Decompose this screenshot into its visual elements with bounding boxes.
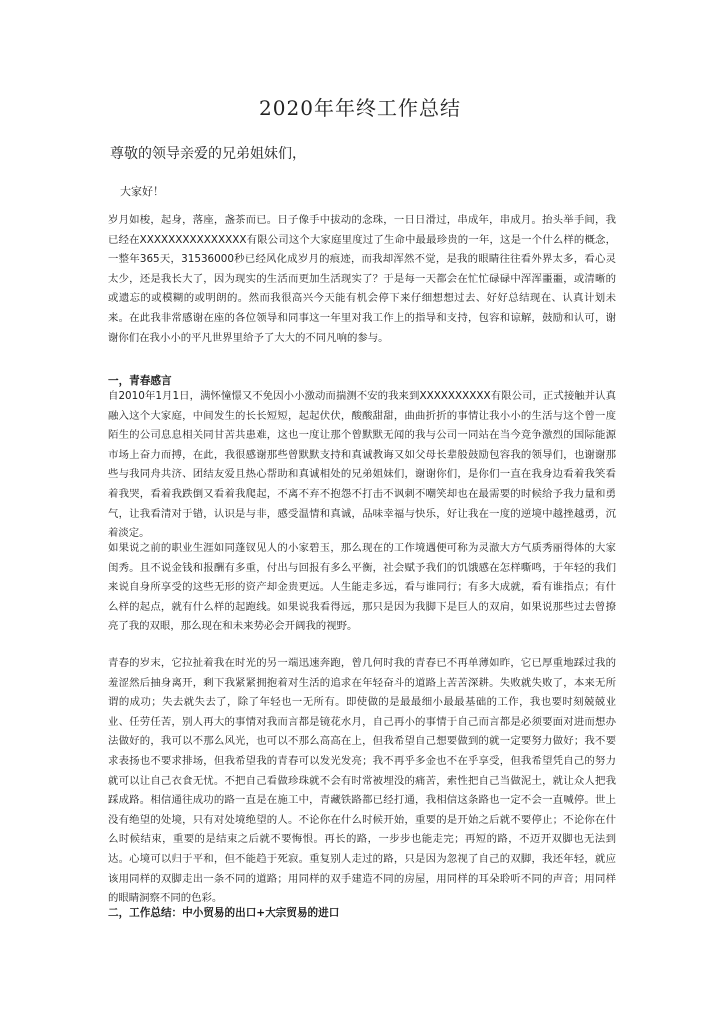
section-2-heading: 二，工作总结：中小贸易的出口+大宗贸易的进口 [108,907,340,919]
section-1-paragraph-3: 青春的岁末，它拉扯着我在时光的另一端迅速奔跑，曾几何时我的青春已不再单薄如昨，它已厚重地踩过我的羞涩然后抽身离开，剩下我紧紧拥抱着对生活的追求在年轻奋斗的道路上苦苦深耕。失败就失败了，本来无所谓的成功；失去就失去了，除了年轻也一无所有。即使做的是最最细小最最基础的工作，我也要时刻兢兢业业、任劳任苦，别人再大的事情对我而言都是镜花水月，自己再小的事情于自己而言都是必须要面对进而想办法做好的，我可以不那么风光，也可以不那么高高在上，但我希望自己想要做到的就一定要努力做好；我不要求表扬也不要求排场，但我希望我的青春可以发光发亮；我不再乎多金也不在乎享受，但我希望凭自己的努力就可以让自己衣食无忧。不把自己看做珍珠就不会有时常被埋没的痛苦，索性把自己当做泥土，就让众人把我踩成路。相信通往成功的路一直是在施工中，青藏铁路都已经打通，我相信这条路也一定不会一直喊停。世上没有绝望的处境，只有对处境绝望的人。不论你在什么时候开始，重要的是开始之后就不要停止；不论你在什么时候结束，重要的是结束之后就不要悔恨。再长的路，一步步也能走完；再短的路，不迈开双脚也无法到达。心境可以归于平和，但不能趋于死寂。重复别人走过的路，只是因为忽视了自己的双脚，我还年轻，就应该用同样的双脚走出一条不同的道路；用同样的双手建造不同的房屋，用同样的耳朵聆听不同的声音；用同样的眼睛洞察不同的色彩。 [108,657,616,905]
greeting: 大家好！ [120,185,164,198]
section-1-heading: 一，青春感言 [108,375,172,387]
section-1-paragraph-2: 如果说之前的职业生涯如同蓬钗见人的小家碧玉，那么现在的工作境遇便可称为灵澈大方气质秀丽得体的大家闺秀。且不说金钱和报酬有多重，付出与回报有多么平衡，社会赋予我们的饥饿感在怎样嘶鸣，于年轻的我们来说自身所享受的这些无形的资产却金贵更远。人生能走多远，看与谁同行；有多大成就，看有谁指点；有什么样的起点，就有什么样的起跑线。如果说我看得远，那只是因为我脚下是巨人的双肩，如果说那些过去曾撩亮了我的双眼，那么现在和未来势必会开阔我的视野。 [108,542,616,633]
section-1-paragraph-1: 自2010年1月1日，满怀憧憬又不免因小小激动而揣测不安的我来到XXXXXXXXXX有限公司，正式接触并认真融入这个大家庭，中间发生的长长短短，起起伏伏，酸酸甜甜，曲曲折折的事情让我小小的生活与这个曾一度陌生的公司息息相关同甘苦共患难，这也一度让那个曾默默无闻的我与公司一同站在当今竞争激烈的国际能源市场上奋力而搏，在此，我很感谢那些曾默默支持和真诚教诲又如父母长辈般鼓励包容我的领导们，也谢谢那些与我同舟共济、团结友爱且热心帮助和真诚相处的兄弟姐妹们，谢谢你们，是你们一直在我身边看着我笑看着我哭，看着我跌倒又看着我爬起，不离不弃不抱怨不打击不讽刺不嘲笑却也在最需要的时候给予我力量和勇气，让我看清对于错，认识是与非，感受温情和真诚，品味幸福与快乐，好让我在一度的逆境中越挫越勇，沉着淡定。 [108,390,616,540]
document-title: 2020年年终工作总结 [259,96,461,120]
salutation: 尊敬的领导亲爱的兄弟姐妹们， [110,146,306,162]
intro-paragraph: 岁月如梭，起身，落座，盏茶而已。日子像手中拔动的念珠，一日日滑过，串成年，串成月。抬头举手间，我已经在XXXXXXXXXXXXXXX有限公司这个大家庭里度过了生命中最最珍贵的一年，这是一个什么样的概念，一整年365天，31536000秒已经风化成岁月的痕迹，而我却浑然不觉，是我的眼睛往往看外界太多，看心灵太少，还是我长大了，因为现实的生活而更加生活现实了？于是每一天都会在忙忙碌碌中浑浑噩噩，或清晰的或遗忘的或模糊的或明朗的。然而我很高兴今天能有机会停下来仔细想想过去、好好总结现在、认真计划未来。在此我非常感谢在座的各位领导和同事这一年里对我工作上的指导和支持，包容和谅解，鼓励和认可，谢谢你们在我小小的平凡世界里给予了大大的不同凡响的参与。 [108,214,616,344]
